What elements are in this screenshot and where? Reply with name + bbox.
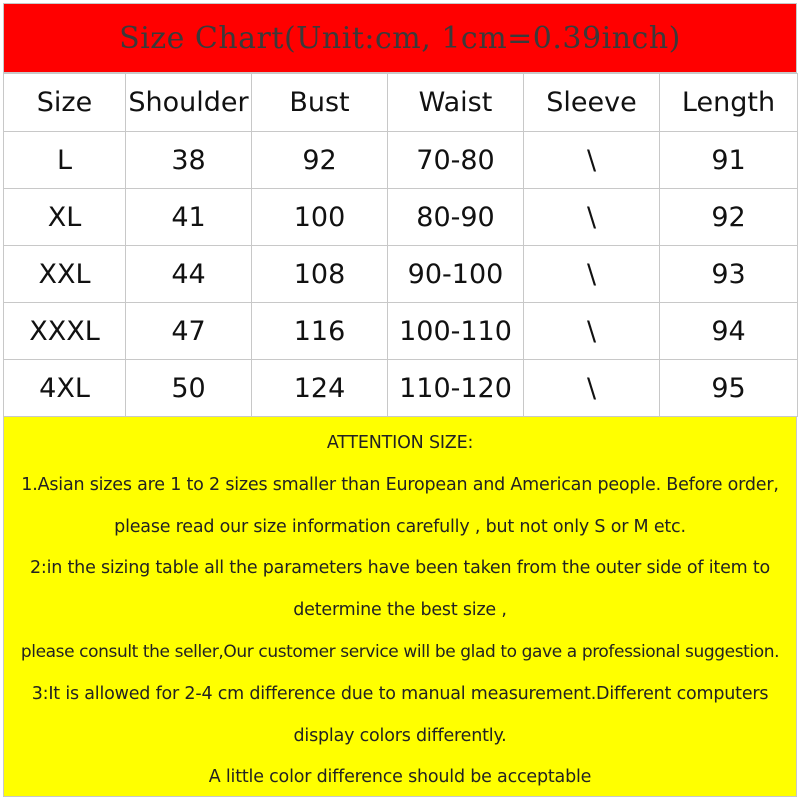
cell-shoulder: 47 (126, 303, 252, 360)
cell-sleeve: \ (524, 132, 660, 189)
cell-sleeve: \ (524, 360, 660, 417)
cell-bust: 124 (252, 360, 388, 417)
notice-line: determine the best size , (293, 600, 507, 621)
table-header-row (4, 74, 798, 132)
cell-bust: 116 (252, 303, 388, 360)
size-chart-title: Size Chart(Unit:cm, 1cm=0.39inch) (3, 3, 797, 73)
cell-waist: 90-100 (388, 246, 524, 303)
table-row (4, 189, 798, 246)
notice-line: 1.Asian sizes are 1 to 2 sizes smaller than European and American people. Before order, (21, 474, 779, 495)
cell-bust: 92 (252, 132, 388, 189)
cell-size: XXXL (4, 303, 126, 360)
notice-line: 2:in the sizing table all the parameters have been taken from the outer side of item to (29, 558, 771, 579)
header-size: Size (4, 74, 126, 132)
cell-shoulder: 38 (126, 132, 252, 189)
header-length: Length (660, 74, 798, 132)
cell-size: XL (4, 189, 126, 246)
cell-shoulder: 44 (126, 246, 252, 303)
attention-notice (3, 416, 797, 797)
notice-line: A little color difference should be acceptable (208, 767, 592, 788)
cell-length: 91 (660, 132, 798, 189)
size-table (3, 73, 798, 417)
cell-length: 94 (660, 303, 798, 360)
cell-length: 95 (660, 360, 798, 417)
cell-sleeve: \ (524, 303, 660, 360)
notice-line: 3:It is allowed for 2-4 cm difference due to manual measurement.Different computers (31, 683, 769, 704)
cell-bust: 108 (252, 246, 388, 303)
cell-waist: 70-80 (388, 132, 524, 189)
header-waist: Waist (388, 74, 524, 132)
cell-sleeve: \ (524, 189, 660, 246)
cell-size: XXL (4, 246, 126, 303)
cell-size: 4XL (4, 360, 126, 417)
header-bust: Bust (252, 74, 388, 132)
cell-length: 92 (660, 189, 798, 246)
cell-shoulder: 41 (126, 189, 252, 246)
table-row (4, 246, 798, 303)
cell-waist: 80-90 (388, 189, 524, 246)
cell-bust: 100 (252, 189, 388, 246)
table-row (4, 303, 798, 360)
cell-sleeve: \ (524, 246, 660, 303)
table-row (4, 360, 798, 417)
table-row (4, 132, 798, 189)
header-shoulder: Shoulder (126, 74, 252, 132)
notice-line: please consult the seller,Our customer service will be glad to gave a professional suggestion. (20, 641, 780, 662)
cell-waist: 100-110 (388, 303, 524, 360)
cell-length: 93 (660, 246, 798, 303)
header-sleeve: Sleeve (524, 74, 660, 132)
notice-line: display colors differently. (293, 725, 507, 746)
notice-line: please read our size information carefully , but not only S or M etc. (114, 516, 686, 537)
cell-waist: 110-120 (388, 360, 524, 417)
notice-heading: ATTENTION SIZE: (326, 433, 474, 453)
cell-shoulder: 50 (126, 360, 252, 417)
cell-size: L (4, 132, 126, 189)
